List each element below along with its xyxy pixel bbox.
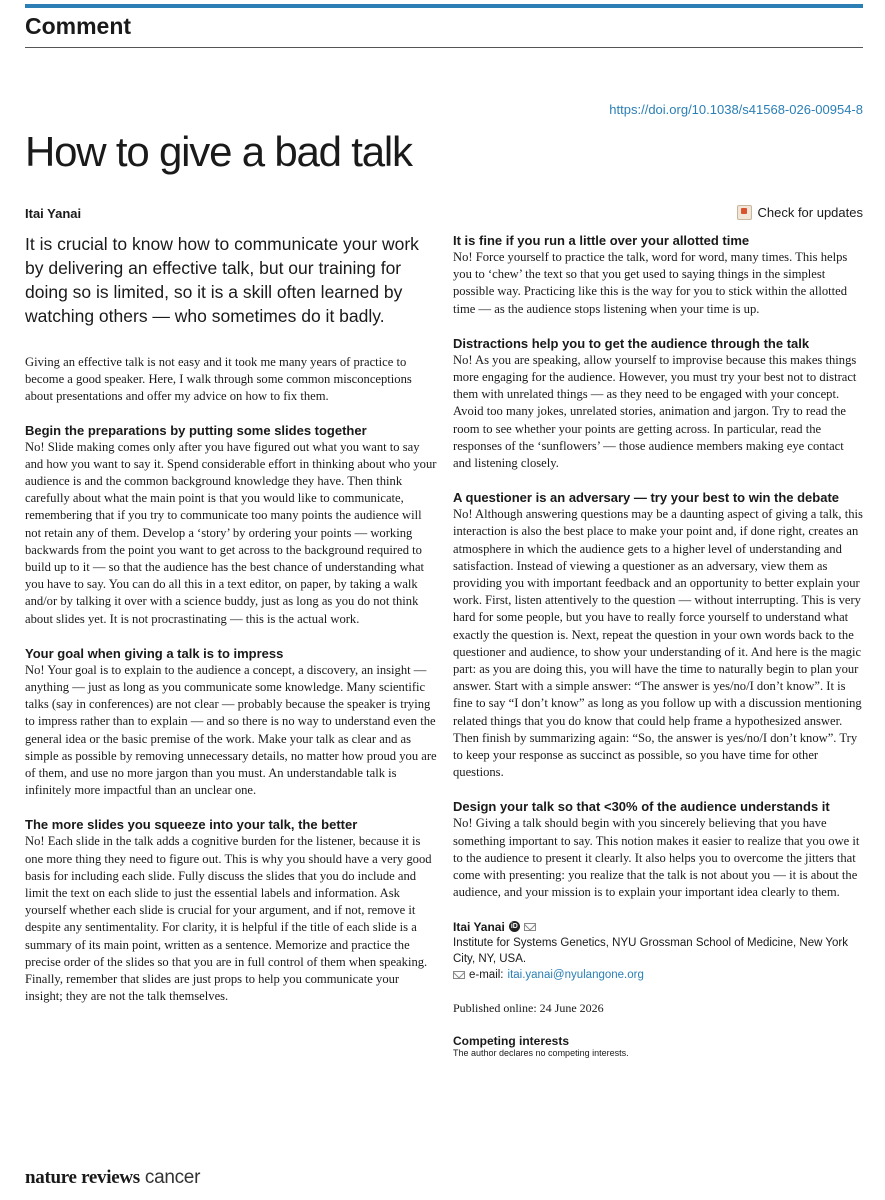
header-rule [25, 47, 863, 48]
section-design [453, 798, 863, 901]
section-heading: Design your talk so that <30% of the audience understands it [453, 799, 830, 815]
competing-interests-text: The author declares no competing interests. [453, 1047, 629, 1058]
check-updates-icon [737, 205, 752, 220]
email-link[interactable]: itai.yanai@nyulangone.org [507, 968, 644, 981]
section-heading: Your goal when giving a talk is to impress [25, 645, 284, 661]
competing-interests-heading: Competing interests [453, 1033, 570, 1048]
section-heading: A questioner is an adversary — try your best to win the debate [453, 490, 840, 506]
affiliation-author-name: Itai Yanai [453, 919, 505, 934]
section-run-over [453, 232, 863, 318]
journal-footer [25, 1167, 200, 1189]
left-column [25, 232, 438, 1023]
section-heading: The more slides you squeeze into your talk, the better [25, 817, 358, 833]
mail-icon[interactable] [524, 923, 536, 931]
section-body: No! Your goal is to explain to the audience a concept, a discovery, an insight — anything — just as long as you communicate some knowledge. Many scientific talks (say in conferences) are not clear — probably because the speaker is trying to impress rather than to explain — and so there is no way to understand even the general idea or the basic premise of the work. Make your talk as clear and as simple as possible by removing unnecessary details, no matter how proud you are of them, and use no more jargon than you must. An understandable talk is infinitely more impactful than an unclear one. [25, 662, 437, 798]
section-body: No! Each slide in the talk adds a cognitive burden for the listener, because it is one more thing they need to figure out. This is why you should have a very good basis for including each slide. Fully discuss the slides that you do include and limit the text on each slide to just the essential labels and information. Ask yourself whether each slide is crucial for your argument, and if not, remove it despite any sentimentality. For clarity, it is helpful if the title of each slide is a summary of its main point, written as a sentence. Memorize and practice the precise order of the slides so that you are in full control of them when speaking. Finally, remember that slides are just props to help you communicate your insight; they are not the talk themselves. [25, 834, 432, 1004]
section-distractions [453, 335, 863, 472]
author-name: Itai Yanai [25, 206, 82, 221]
email-line [453, 967, 863, 983]
section-body: No! As you are speaking, allow yourself to improvise because this makes things more engaging for the audience. However, you must try your best not to distract them with unrelated things — as they need to be engaged with your concept. Avoid too many jokes, unrelated stories, animation and jargon. Try to read the room to see whether your points are getting across. In particular, read the responses of the ‘sunflowers’ — those audience members making eye contact and listening closely. [453, 352, 857, 471]
section-body: No! Force yourself to practice the talk, word for word, many times. This helps you to ‘chew’ the text so that you get used to saying things in the simplest possible way. Practicing like this is the way for you to stick within the allotted time — as the audience stops listening when your time is up. [453, 250, 848, 316]
intro-paragraph: Giving an effective talk is not easy and it took me many years of practice to become a good speaker. Here, I walk through some common misconceptions about presentations and offer my advice on how to fix them. [25, 355, 412, 404]
affiliation-name-row [453, 919, 863, 935]
section-heading: Distractions help you to get the audience through the talk [453, 335, 810, 351]
section-body: No! Slide making comes only after you have figured out what you want to say and how you want to say it. Spend considerable effort in thinking about who your audience is and the common background knowledge they have. Then think carefully about what the main point is that you would like to communicate, remembering that if you try to communicate too many points the audience will not retain any of them. Develop a ‘story’ by ordering your points — working backwards from the point you want to get across to the background required to build up to it — so that the audience has the best chance of understanding what you have to say. You can do all this in a text editor, on paper, by taking a walk and/or by talking it over with a science buddy, just as long as you do not think about slides yet. It is not procrastinating — this is the actual work. [25, 439, 437, 626]
top-accent-bar [25, 4, 863, 8]
journal-name-light: cancer [144, 1167, 201, 1188]
doi-link[interactable]: https://doi.org/10.1038/s41568-026-00954-8 [609, 102, 863, 117]
section-slides-first [25, 422, 438, 628]
section-body: No! Giving a talk should begin with you sincerely believing that you have something important to say. This notion makes it easier to realize that you owe it to the audience to present it clearly. It also helps you to overcome the jitters that come with presenting: you realize that the talk is not about you — it is about the audience, and your mission is to explain your important idea clearly to them. [453, 816, 860, 900]
section-impress [25, 645, 438, 800]
section-label: Comment [25, 13, 132, 39]
orcid-icon[interactable]: iD [510, 923, 518, 930]
section-body: No! Although answering questions may be a daunting aspect of giving a talk, this interaction is also the best place to make your point and, if done right, creates an atmosphere in which the audience gets to a higher level of understanding and satisfaction. Instead of viewing a questioner as an adversary, view them as providing you with important feedback and an opportunity to better explain your work. First, listen attentively to the question — without interrupting. This is very hard for some people, but you have to really force yourself to understand what exactly the question is. Next, repeat the question in your own words back to the questioner and audience, to show your understanding of it. And here is the magic part: as you are doing this, you will have the time to naturally begin to plan your answer. Start with a simple answer: “The answer is yes/no/I don’t know”. It is fine to say “I don’t know” as long as you follow up with a discussion mentioning related things that you do know that could help frame a hypothesized answer. Then finish by summarizing again: “So, the answer is yes/no/I don’t know”. Try to keep your response as succinct as possible, so you have time for other questions. [453, 507, 863, 780]
section-heading: Begin the preparations by putting some slides together [25, 422, 367, 438]
section-questioner [453, 489, 863, 781]
check-updates-label: Check for updates [757, 205, 863, 220]
mail-icon [453, 971, 465, 979]
affiliation-institution: Institute for Systems Genetics, NYU Grossman School of Medicine, New York City, NY, USA. [453, 936, 848, 965]
journal-name-bold: nature reviews [25, 1167, 140, 1188]
article-title: How to give a bad talk [25, 128, 412, 175]
email-label: e-mail: [469, 968, 504, 981]
section-more-slides [25, 816, 438, 1005]
section-heading: It is fine if you run a little over your allotted time [453, 233, 750, 248]
check-updates-button[interactable] [737, 205, 863, 220]
standfirst: It is crucial to know how to communicate your work by delivering an effective talk, but our training for doing so is limited, so it is a skill often learned by watching others — who sometimes do it badly. [25, 234, 419, 326]
author-affiliation [453, 919, 863, 983]
right-column [453, 232, 863, 1058]
published-date: Published online: 24 June 2026 [453, 1000, 604, 1015]
